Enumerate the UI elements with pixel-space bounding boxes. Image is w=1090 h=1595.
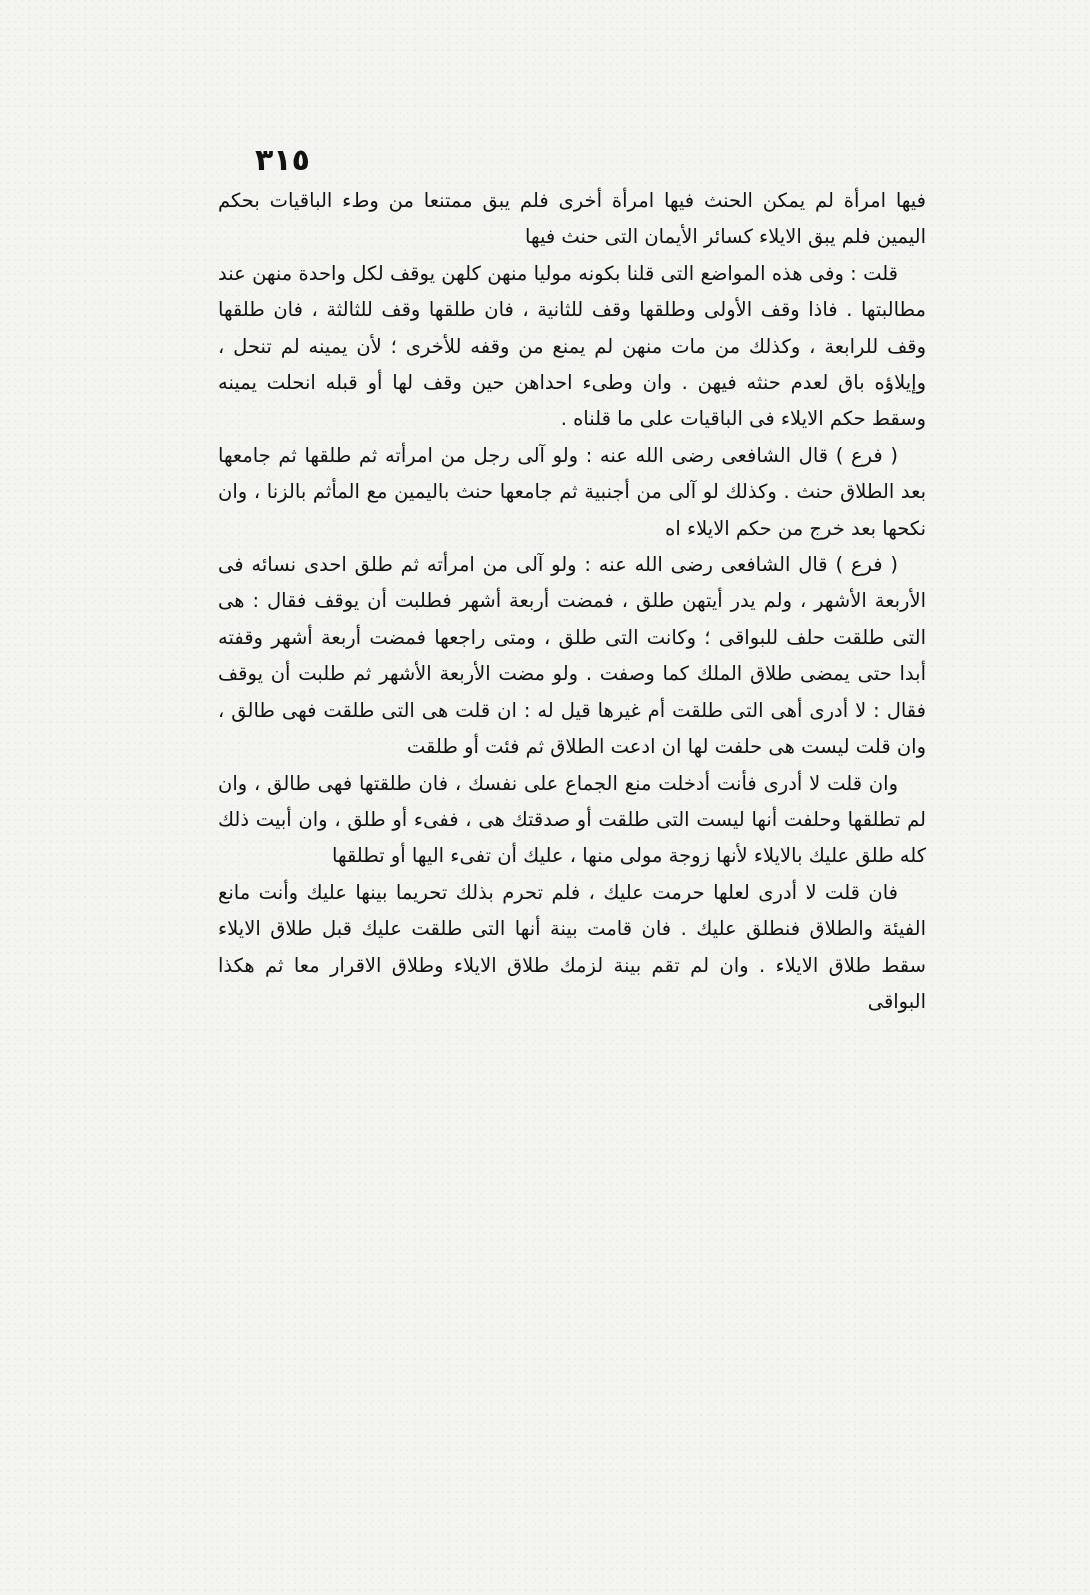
body-text [218, 183, 926, 1020]
page-number: ٣١٥ [255, 143, 310, 178]
paragraph-3: ( فرع ) قال الشافعى رضى الله عنه : ولو آلى رجل من امرأته ثم طلقها ثم جامعها بعد الطلاق حنث . وكذلك لو آلى من أجنبية ثم جامعها حنث باليمين مع المأثم بالزنا ، وان نكحها بعد خرج من حكم الايلاء اه [218, 443, 926, 540]
paragraph-6: فان قلت لا أدرى لعلها حرمت عليك ، فلم تحرم بذلك تحريما بينها عليك وأنت مانع الفيئة والطلاق فنطلق عليك . فان قامت بينة أنها التى طلقت عليك قبل طلاق الايلاء سقط طلاق الايلاء . وان لم تقم بينة لزمك طلاق الايلاء وطلاق الاقرار معا ثم هكذا البواقى [218, 880, 926, 1013]
paragraph-1: فيها امرأة لم يمكن الحنث فيها امرأة أخرى فلم يبق ممتنعا من وطء الباقيات بحكم اليمين فلم يبق الايلاء كسائر الأيمان التى حنث فيها [218, 189, 926, 249]
paragraph-5: وان قلت لا أدرى فأنت أدخلت منع الجماع على نفسك ، فان طلقتها فهى طالق ، وان لم تطلقها وحلفت أنها ليست التى طلقت أو صدقتك هى ، ففىء أو طلق ، وان أبيت ذلك كله طلق عليك بالايلاء لأنها زوجة مولى منها ، عليك أن تفىء اليها أو تطلقها [218, 771, 926, 868]
paragraph-2: قلت : وفى هذه المواضع التى قلنا بكونه موليا منهن كلهن يوقف لكل واحدة منهن عند مطالبتها . فاذا وقف الأولى وطلقها وقف للثانية ، فان طلقها وقف للثالثة ، فان طلقها وقف للرابعة ، وكذلك من مات منهن لم يمنع من وقفه للأخرى ؛ لأن يمينه لم تنحل ، وإيلاؤه باق لعدم حنثه فيهن . وان وطىء احداهن حين وقف لها أو قبله انحلت يمينه وسقط حكم الايلاء فى الباقيات على ما قلناه . [218, 261, 926, 431]
paragraph-4: ( فرع ) قال الشافعى رضى الله عنه : ولو آلى من امرأته ثم طلق احدى نسائه فى الأربعة الأشهر ، ولم يدر أيتهن طلق ، فمضت أربعة أشهر فطلبت أن يوقف فقال : هى التى طلقت حلف للبواقى ؛ وكانت التى طلق ، ومتى راجعها فمضت أربعة أشهر وقفته أبدا حتى يمضى طلاق الملك كما وصفت . ولو مضت الأربعة الأشهر ثم طلبت أن يوقف فقال : لا أدرى أهى التى طلقت أم غيرها قيل له : ان قلت هى التى طلقت فهى طالق ، وان قلت ليست هى حلفت لها ان ادعت الطلاق ثم فئت أو طلقت [218, 553, 926, 759]
